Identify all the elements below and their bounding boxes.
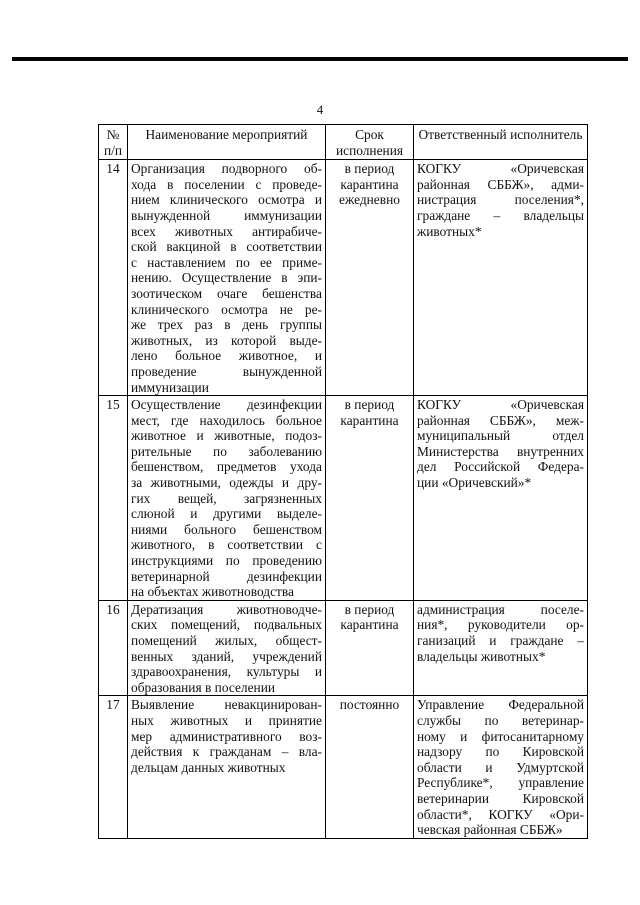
measure-responsible-line: Управление Федеральной [417,697,584,713]
measure-term-line: ежедневно [339,192,400,208]
measure-name-line: проведение вынужденной [131,363,322,379]
measure-name-line: животных, из которой выде- [131,332,322,348]
measure-responsible [414,600,588,696]
measure-name-line: Организация подворного об- [131,161,322,177]
measure-name-line: лено больное животное, и [131,348,322,364]
measure-name-line: клинического осмотра не ре- [131,301,322,317]
measure-term-line: в период [344,601,395,617]
measure-name-line: на объектах животноводства [131,584,294,600]
measure-responsible-line: Республике*, управление [417,775,584,791]
measure-responsible-line: владельцы животных* [417,648,546,664]
measure-name-line: слюной и другими выделе- [131,506,322,522]
table-body [99,160,588,839]
measure-name-line: бешенством, предметов ухода [131,459,322,475]
table-row [99,160,588,396]
measure-responsible [414,696,588,838]
measure-name-line: образования в поселении [131,679,276,695]
measure-term-line: карантина [340,176,399,192]
measures-table [98,124,588,839]
measure-name-line: Дератизация животноводче- [131,601,322,617]
measure-responsible-line: КОГКУ «Оричевская [417,161,584,177]
measure-responsible-line: ному и фитосанитарному [417,728,584,744]
measure-responsible [414,160,588,396]
measure-responsible-line: районная СББЖ», меж- [417,412,584,428]
measure-name-line: мер административного воз- [131,728,322,744]
measure-name [128,696,326,838]
measure-name-line: же трех раз в день группы [131,317,322,333]
measure-responsible-line: КОГКУ «Оричевская [417,397,584,413]
measure-name-line: за животными, одежды и дру- [131,475,322,491]
measure-name-line: с наставлением по ее приме- [131,254,322,270]
measure-name-line: хода в поселении с проведе- [131,176,322,192]
measure-name-line: мест, где находилось больное [131,412,322,428]
measure-responsible-line: дел Российской Федера- [417,459,584,475]
measure-responsible-line: ции «Оричевский»* [417,475,532,491]
measure-name-line: ской вакциной в соответствии [131,239,322,255]
measure-term [326,696,414,838]
table-row [99,396,588,601]
measure-name-line: животное и животные, подоз- [131,428,322,444]
row-number: 17 [99,696,128,838]
measure-responsible-line: области и Удмуртской [417,759,584,775]
measure-name-line: Осуществление дезинфекции [131,397,322,413]
measure-responsible-line: администрация поселе- [417,601,584,617]
measure-name [128,396,326,601]
table-header-row [99,125,588,160]
measure-name-line: рительные по заболеванию [131,443,322,459]
measure-responsible-line: ветеринарии Кировской [417,790,584,806]
measure-responsible-line: нистрация поселения*, [417,192,584,208]
measure-responsible-line: районная СББЖ», адми- [417,176,584,192]
measure-term-line: постоянно [339,697,400,713]
measure-name-line: помещений жилых, общест- [131,633,322,648]
measure-term-line: в период [344,397,395,413]
header-num: № п/п [99,125,128,160]
measure-name-line: гих вещей, загрязненных [131,490,322,506]
measure-name-line: дельцам данных животных [131,759,286,775]
measure-name-line: нием клинического осмотра и [131,192,322,208]
page-number: 4 [316,102,324,117]
measure-name-line: ных животных и принятие [131,712,322,728]
header-term: Срок исполнения [326,125,414,160]
measure-responsible-line: чевская районная СББЖ» [417,822,563,838]
measure-name-line: животного, в соответствии с [131,537,322,553]
measure-name-line: Выявление невакцинирован- [131,697,322,713]
measure-term-line: карантина [340,617,399,633]
measure-responsible-line: ния*, руководители ор- [417,617,584,633]
measure-responsible-line: области*, КОГКУ «Ори- [417,806,584,822]
row-number: 14 [99,160,128,396]
top-rule [12,57,628,61]
measure-name-line: вынужденной иммунизации [131,207,322,223]
measure-name-line: здравоохранения, культуры и [131,664,322,680]
measure-name-line: всех животных антирабиче- [131,223,322,239]
measure-name-line: иммунизации [131,379,209,395]
header-responsible: Ответственный исполнитель [414,125,588,160]
measure-responsible-line: животных* [417,223,482,239]
measure-responsible-line: муниципальный отдел [417,428,584,444]
measure-responsible-line: ганизаций и граждане – [417,633,584,648]
measure-responsible [414,396,588,601]
row-number: 16 [99,600,128,696]
header-name: Наименование мероприятий [128,125,326,160]
measure-name [128,600,326,696]
measure-name-line: ских помещений, подвальных [131,617,322,633]
measure-name-line: зоотическом очаге бешенства [131,285,322,301]
measure-name-line: ниями больного бешенством [131,521,322,537]
measure-responsible-line: Министерства внутренних [417,443,584,459]
measure-term-line: карантина [340,412,399,428]
table-row [99,600,588,696]
measure-name-line: венных зданий, учреждений [131,648,322,664]
measure-term [326,160,414,396]
row-number: 15 [99,396,128,601]
measure-name [128,160,326,396]
measure-term-line: в период [344,161,395,177]
measure-name-line: инструкциями по проведению [131,553,322,569]
measure-responsible-line: надзору по Кировской [417,744,584,760]
measure-name-line: действия к гражданам – вла- [131,744,322,760]
table-row [99,696,588,838]
measure-responsible-line: службы по ветеринар- [417,712,584,728]
measure-term [326,396,414,601]
measure-name-line: нению. Осуществление в эпи- [131,270,322,286]
measure-name-line: ветеринарной дезинфекции [131,568,322,584]
measure-term [326,600,414,696]
measure-responsible-line: граждане – владельцы [417,207,584,223]
